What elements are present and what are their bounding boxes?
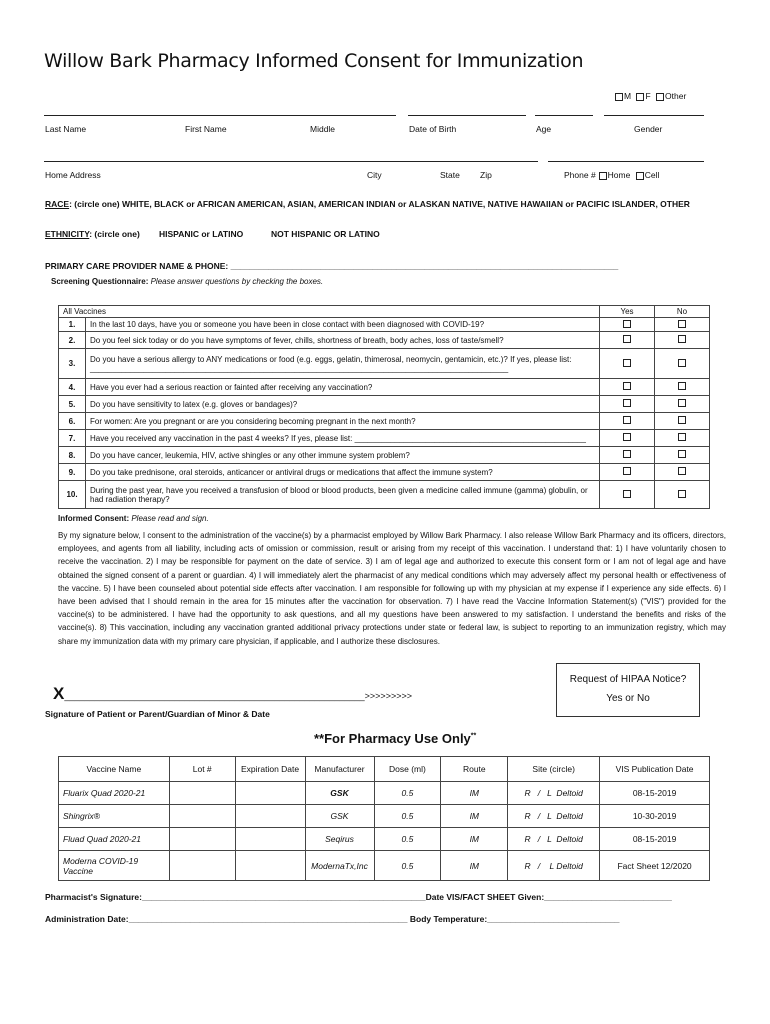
table-row (59, 332, 710, 349)
dose: 0.5 (374, 851, 441, 881)
yes-checkbox[interactable] (623, 433, 631, 441)
city-label: City (367, 170, 382, 180)
age-label: Age (536, 124, 552, 134)
yes-cell (600, 379, 655, 396)
site-options[interactable]: R / L Deltoid (508, 828, 600, 851)
cell-checkbox[interactable] (636, 172, 644, 180)
table-row (59, 782, 710, 805)
question-text: Do you take prednisone, oral steroids, anticancer or antiviral drugs or medications that affect the immune system? (86, 464, 600, 481)
no-cell (655, 332, 710, 349)
dose: 0.5 (374, 828, 441, 851)
question-text: Do you have cancer, leukemia, HIV, active shingles or any other immune system problem? (86, 447, 600, 464)
yes-cell (600, 413, 655, 430)
gender-m-label: M (624, 91, 632, 101)
hipaa-title: Request of HIPAA Notice? (569, 674, 687, 685)
col-vis-date: VIS Publication Date (600, 757, 710, 782)
site-options[interactable]: R / L Deltoid (508, 851, 600, 881)
question-text: Do you have a serious allergy to ANY medications or food (e.g. eggs, gelatin, thimerosal, neomycin, gentamicin, etc.)? If yes, please list: ______________________________________________________________________________________________ (86, 349, 600, 379)
yes-header: Yes (600, 306, 655, 318)
yes-cell (600, 349, 655, 379)
question-text: In the last 10 days, have you or someone you have been in close contact with been diagnosed with COVID-19? (86, 318, 600, 332)
vis-date: 08-15-2019 (600, 782, 710, 805)
dose: 0.5 (374, 805, 441, 828)
vis-date: Fact Sheet 12/2020 (600, 851, 710, 881)
hipaa-box (556, 663, 700, 717)
signature-underline: ____________________________________________________________>>>>>>>>> (64, 691, 412, 701)
col-expiration: Expiration Date (235, 757, 305, 782)
question-number: 6. (59, 413, 86, 430)
route: IM (441, 828, 508, 851)
administration-date-field[interactable]: Administration Date:___________________________________________________________ Body Temperature:____________________________ (45, 914, 620, 924)
yes-checkbox[interactable] (623, 320, 631, 328)
address-field[interactable] (44, 161, 538, 162)
question-number: 2. (59, 332, 86, 349)
question-number: 7. (59, 430, 86, 447)
screening-label: Screening Questionnaire: (51, 277, 149, 286)
yes-checkbox[interactable] (623, 416, 631, 424)
gender-options (612, 91, 686, 101)
gender-f-label: F (645, 91, 651, 101)
yes-cell (600, 481, 655, 509)
first-name-label: First Name (185, 124, 227, 134)
expiration-cell[interactable] (235, 828, 305, 851)
consent-label: Informed Consent: (58, 514, 130, 523)
no-cell (655, 447, 710, 464)
ethnicity-option-not-hispanic[interactable]: NOT HISPANIC OR LATINO (271, 229, 380, 239)
last-name-label: Last Name (45, 124, 87, 134)
table-row (59, 464, 710, 481)
col-site-circle: (circle) (549, 764, 575, 774)
signature-line[interactable] (53, 684, 412, 704)
pharmacy-table (58, 756, 710, 881)
no-cell (655, 430, 710, 447)
yes-cell (600, 447, 655, 464)
screening-header-row (59, 306, 710, 318)
hipaa-options[interactable]: Yes or No (606, 693, 650, 704)
no-checkbox[interactable] (678, 320, 686, 328)
col-site (508, 757, 600, 782)
screening-instruction: Please answer questions by checking the boxes. (150, 277, 324, 286)
table-row (59, 349, 710, 379)
pharmacy-title-suffix: ** (470, 732, 477, 740)
gender-other-checkbox[interactable] (656, 93, 664, 101)
no-cell (655, 349, 710, 379)
no-header: No (655, 306, 710, 318)
col-vaccine-name: Vaccine Name (59, 757, 170, 782)
expiration-cell[interactable] (235, 805, 305, 828)
table-row (59, 413, 710, 430)
gender-f-checkbox[interactable] (636, 93, 644, 101)
col-site-label: Site (532, 764, 548, 774)
yes-cell (600, 464, 655, 481)
gender-other-label: Other (665, 91, 687, 101)
pharmacy-title (314, 731, 476, 746)
dob-label: Date of Birth (409, 124, 457, 134)
ethnicity-line (45, 229, 140, 239)
table-row (59, 481, 710, 509)
yes-checkbox[interactable] (623, 399, 631, 407)
phone-label-group (564, 170, 659, 180)
question-number: 5. (59, 396, 86, 413)
question-number: 8. (59, 447, 86, 464)
vaccine-name: Shingrix® (59, 805, 170, 828)
consent-instruction: Please read and sign. (131, 514, 209, 523)
screening-table (58, 305, 710, 509)
gender-field[interactable] (604, 115, 704, 116)
question-text: Have you ever had a serious reaction or fainted after receiving any vaccination? (86, 379, 600, 396)
lot-cell[interactable] (169, 805, 235, 828)
page-title: Willow Bark Pharmacy Informed Consent for Immunization (44, 50, 584, 72)
yes-checkbox[interactable] (623, 467, 631, 475)
pharmacy-title-text: **For Pharmacy Use Only (314, 731, 471, 746)
name-field[interactable] (44, 115, 396, 116)
pharmacy-header-row (59, 757, 710, 782)
yes-checkbox[interactable] (623, 450, 631, 458)
no-cell (655, 396, 710, 413)
table-row (59, 447, 710, 464)
age-field[interactable] (535, 115, 593, 116)
question-number: 1. (59, 318, 86, 332)
home-label: Home (607, 170, 631, 180)
table-row (59, 318, 710, 332)
phone-label: Phone # (564, 170, 596, 180)
consent-heading (58, 514, 209, 523)
yes-cell (600, 430, 655, 447)
no-cell (655, 464, 710, 481)
manufacturer: GSK (305, 782, 374, 805)
table-row (59, 379, 710, 396)
col-manufacturer: Manufacturer (305, 757, 374, 782)
vaccine-name: Moderna COVID-19 Vaccine (59, 851, 170, 881)
question-number: 9. (59, 464, 86, 481)
col-route: Route (441, 757, 508, 782)
col-dose: Dose (ml) (374, 757, 441, 782)
vis-date: 10-30-2019 (600, 805, 710, 828)
yes-cell (600, 332, 655, 349)
table-row (59, 805, 710, 828)
race-options: : (circle one) WHITE, BLACK or AFRICAN AMERICAN, ASIAN, AMERICAN INDIAN or ALASKAN NATIVE, NATIVE HAWAIIAN or PACIFIC ISLANDER, OTHER (69, 199, 690, 209)
consent-body: By my signature below, I consent to the administration of the vaccine(s) by a pharmacist employed by Willow Bark Pharmacy. I also release Willow Bark Pharmacy and its officers, directors, employees, and agents from all liability, including acts of omission or commission, result or arising from my receipt of this vaccination. I understand that: 1) I have voluntarily chosen to receive the vaccination. 2) I may be responsible for payment on the date of service. 3) I am of legal age and authorized to execute this consent form or I am not of legal age and have obtained the signed consent of a parent or guardian. 4) I will immediately alert the pharmacist of any medical conditions which may adversely affect my personal health or effectiveness of the vaccine. 5) I have been counseled about potential side effects after vaccination. I am responsible for following up with my physician at my expense if I experience any side effects. 6) I have been advised that I should remain in the area for 15 minutes after the vaccination for observation. 7) I have read the Vaccine Information Statement(s) ("VIS") provided for the vaccine(s) to be administered. I have had the opportunity to ask questions, and all my questions have been answered to my satisfaction. I understand the benefits and risks of the vaccine(s). 8) This vaccination, including any vaccination granted additional privacy protections under state or federal law, is subject to reporting to an immunization registry, which may share my immunization data with my primary care physician, if applicable, and I authorize these disclosures. (58, 531, 726, 646)
vaccine-name: Fluad Quad 2020-21 (59, 828, 170, 851)
no-cell (655, 481, 710, 509)
expiration-cell[interactable] (235, 782, 305, 805)
manufacturer: GSK (305, 805, 374, 828)
no-cell (655, 379, 710, 396)
question-text: During the past year, have you received a transfusion of blood or blood products, been given a medicine called immune (gamma) globulin, or had radiation therapy? (86, 481, 600, 509)
manufacturer: ModernaTx,Inc (305, 851, 374, 881)
vaccine-name: Fluarix Quad 2020-21 (59, 782, 170, 805)
no-checkbox[interactable] (678, 433, 686, 441)
phone-field[interactable] (548, 161, 704, 162)
route: IM (441, 851, 508, 881)
no-cell (655, 413, 710, 430)
vis-date: 08-15-2019 (600, 828, 710, 851)
table-row (59, 396, 710, 413)
question-number: 4. (59, 379, 86, 396)
home-address-label: Home Address (45, 170, 101, 180)
question-number: 10. (59, 481, 86, 509)
lot-cell[interactable] (169, 851, 235, 881)
dose: 0.5 (374, 782, 441, 805)
no-checkbox[interactable] (678, 399, 686, 407)
ethnicity-option-hispanic[interactable]: HISPANIC or LATINO (159, 229, 244, 239)
question-number: 3. (59, 349, 86, 379)
yes-checkbox[interactable] (623, 359, 631, 367)
yes-cell (600, 318, 655, 332)
site-options[interactable]: R / L Deltoid (508, 782, 600, 805)
screening-heading (51, 277, 323, 286)
no-checkbox[interactable] (678, 382, 686, 390)
ethnicity-label: ETHNICITY (45, 229, 90, 239)
middle-label: Middle (310, 124, 336, 134)
no-checkbox[interactable] (678, 467, 686, 475)
no-cell (655, 318, 710, 332)
no-checkbox[interactable] (678, 359, 686, 367)
home-checkbox[interactable] (599, 172, 607, 180)
route: IM (441, 782, 508, 805)
table-row (59, 828, 710, 851)
manufacturer: Seqirus (305, 828, 374, 851)
no-checkbox[interactable] (678, 335, 686, 343)
question-text: Have you received any vaccination in the past 4 weeks? If yes, please list: ____________________________________________________ (86, 430, 600, 447)
no-checkbox[interactable] (678, 490, 686, 498)
gender-m-checkbox[interactable] (615, 93, 623, 101)
dob-field[interactable] (408, 115, 526, 116)
all-vaccines-header: All Vaccines (59, 306, 600, 318)
lot-cell[interactable] (169, 782, 235, 805)
zip-label: Zip (480, 170, 492, 180)
no-checkbox[interactable] (678, 450, 686, 458)
pcp-field[interactable]: PRIMARY CARE PROVIDER NAME & PHONE: __________________________________________________________________________________ (45, 261, 619, 271)
expiration-cell[interactable] (235, 851, 305, 881)
cell-label: Cell (644, 170, 660, 180)
question-text: Do you have sensitivity to latex (e.g. gloves or bandages)? (86, 396, 600, 413)
yes-checkbox[interactable] (623, 335, 631, 343)
col-lot: Lot # (169, 757, 235, 782)
ethnicity-instruction: : (circle one) (89, 229, 140, 239)
question-text: For women: Are you pregnant or are you considering becoming pregnant in the next month? (86, 413, 600, 430)
race-label: RACE (45, 199, 70, 209)
pharmacist-signature-field[interactable]: Pharmacist's Signature:____________________________________________________________Date VIS/FACT SHEET Given:___________________________ (45, 892, 672, 902)
question-text: Do you feel sick today or do you have symptoms of fever, chills, shortness of breath, body aches, loss of taste/smell? (86, 332, 600, 349)
site-options[interactable]: R / L Deltoid (508, 805, 600, 828)
state-label: State (440, 170, 460, 180)
lot-cell[interactable] (169, 828, 235, 851)
race-line (45, 199, 690, 209)
route: IM (441, 805, 508, 828)
gender-label: Gender (634, 124, 663, 134)
yes-checkbox[interactable] (623, 382, 631, 390)
signature-x: X (53, 684, 65, 703)
yes-cell (600, 396, 655, 413)
no-checkbox[interactable] (678, 416, 686, 424)
table-row (59, 430, 710, 447)
yes-checkbox[interactable] (623, 490, 631, 498)
signature-label: Signature of Patient or Parent/Guardian of Minor & Date (45, 709, 270, 719)
table-row (59, 851, 710, 881)
